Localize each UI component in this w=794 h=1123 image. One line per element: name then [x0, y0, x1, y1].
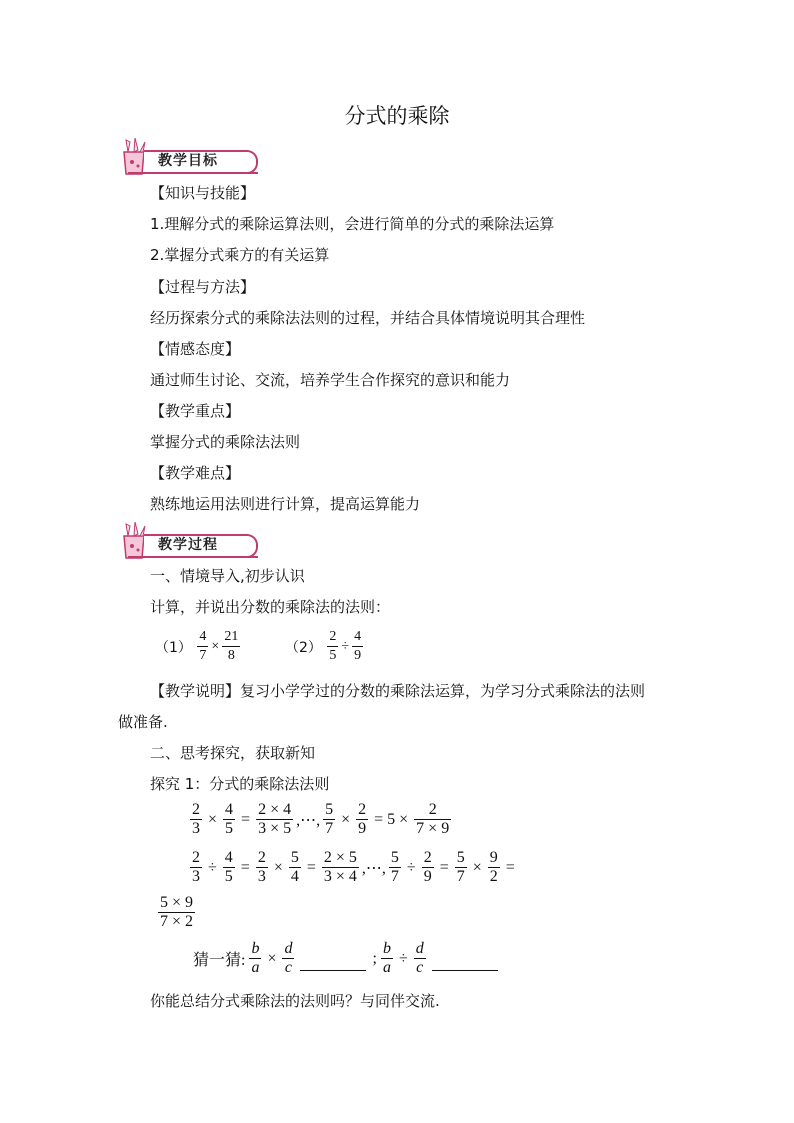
fraction: $\frac{5}{7}$ [456, 849, 465, 885]
fraction: $\frac{2}{3}$ [192, 849, 200, 885]
fraction: $\frac{2}{3}$ [192, 801, 200, 837]
difficult-heading: 【教学难点】 [150, 464, 241, 482]
question-2: （2） $\frac{2}{5}$ ÷ $\frac{4}{9}$ [285, 629, 362, 663]
fraction: $\frac{b}{a}$ [251, 940, 260, 976]
fraction: $\frac{4}{5}$ [224, 849, 233, 885]
guess-line: 猜一猜: $\frac{b}{a}$ × $\frac{d}{c}$ ; $\frac{b}{a}$ ÷ $\frac{d}{c}$ [193, 940, 502, 977]
question-2-label: （2） [285, 639, 322, 656]
fraction: $\frac{5 \times 9}{7 \times 2}$ [160, 894, 194, 930]
fraction: $\frac{2}{7 \times 9}$ [416, 801, 450, 837]
section-badge-goals [118, 144, 258, 180]
emotion-heading: 【情感态度】 [150, 340, 241, 358]
knowledge-item-2: 2.掌握分式乘方的有关运算 [150, 246, 330, 264]
teaching-note-line-1: 【教学说明】复习小学学过的分数的乘除法运算，为学习分式乘除法的法则 [150, 682, 646, 700]
equation-divide: $\frac{2}{3}$ ÷ $\frac{4}{5}$ = $\frac{2}{3}$ × $\frac{5}{4}$ = $\frac{2 \times 5}{3 \times 4}$ ,⋯, $\frac{5}{7}$ ÷ $\frac{2}{9}$ = $\frac{5}{7}$ × $\frac{9}{2}$ = [192, 849, 515, 885]
fraction: $\frac{2}{3}$ [257, 849, 266, 885]
page-title: 分式的乘除 [344, 104, 450, 128]
fraction: $\frac{4}{9}$ [354, 629, 362, 663]
section-badge-label: 教学过程 [158, 537, 218, 553]
fraction: $\frac{b}{a}$ [382, 940, 391, 976]
fraction: $\frac{5}{4}$ [290, 849, 299, 885]
key-heading: 【教学重点】 [150, 402, 241, 420]
method-item-1: 经历探索分式的乘除法法则的过程，并结合具体情境说明其合理性 [150, 309, 586, 327]
fraction: $\frac{d}{c}$ [415, 940, 424, 976]
difficult-item-1: 熟练地运用法则进行计算，提高运算能力 [150, 495, 421, 513]
section-badge-process [118, 528, 258, 564]
step1-task: 计算，并说出分数的乘除法的法则： [150, 598, 391, 616]
step1-heading: 一、情境导入,初步认识 [150, 567, 305, 585]
key-item-1: 掌握分式的乘除法法则 [150, 433, 301, 451]
emotion-item-1: 通过师生讨论、交流，培养学生合作探究的意识和能力 [150, 371, 511, 389]
fraction: $\frac{4}{7}$ [199, 629, 207, 663]
summary-question: 你能总结分式乘除法的法则吗？与同伴交流. [150, 992, 440, 1010]
fraction: $\frac{2}{9}$ [358, 801, 367, 837]
fraction: $\frac{2}{9}$ [423, 849, 432, 885]
guess-label: 猜一猜: [193, 952, 246, 969]
equation-multiply: $\frac{2}{3}$ × $\frac{4}{5}$ = $\frac{2 \times 4}{3 \times 5}$ ,⋯, $\frac{5}{7}$ × $\frac{2}{9}$ = 5 × $\frac{2}{7 \times 9}$ [192, 801, 450, 837]
question-1-label: （1） [155, 639, 192, 656]
explore-1-heading: 探究 1：分式的乘除法法则 [150, 775, 330, 793]
answer-blank[interactable] [432, 954, 498, 971]
answer-blank[interactable] [300, 954, 366, 971]
knowledge-item-1: 1.理解分式的乘除运算法则，会进行简单的分式的乘除法运算 [150, 215, 555, 233]
fraction: $\frac{9}{2}$ [489, 849, 498, 885]
fraction: $\frac{2 \times 5}{3 \times 4}$ [323, 849, 357, 885]
fraction: $\frac{4}{5}$ [225, 801, 234, 837]
fraction: $\frac{d}{c}$ [284, 940, 293, 976]
fraction: $\frac{2 \times 4}{3 \times 5}$ [258, 801, 292, 837]
knowledge-heading: 【知识与技能】 [150, 184, 256, 202]
question-1: （1） $\frac{4}{7}$ × $\frac{21}{8}$ [155, 629, 239, 663]
fraction: $\frac{21}{8}$ [224, 629, 239, 663]
method-heading: 【过程与方法】 [150, 278, 256, 296]
fraction: $\frac{2}{5}$ [329, 629, 337, 663]
equation-divide-result [156, 894, 197, 931]
teaching-note-line-2: 做准备. [118, 713, 168, 731]
fraction: $\frac{5}{7}$ [390, 849, 399, 885]
fraction: $\frac{5}{7}$ [325, 801, 334, 837]
section-badge-label: 教学目标 [158, 153, 218, 169]
step2-heading: 二、思考探究，获取新知 [150, 744, 316, 762]
